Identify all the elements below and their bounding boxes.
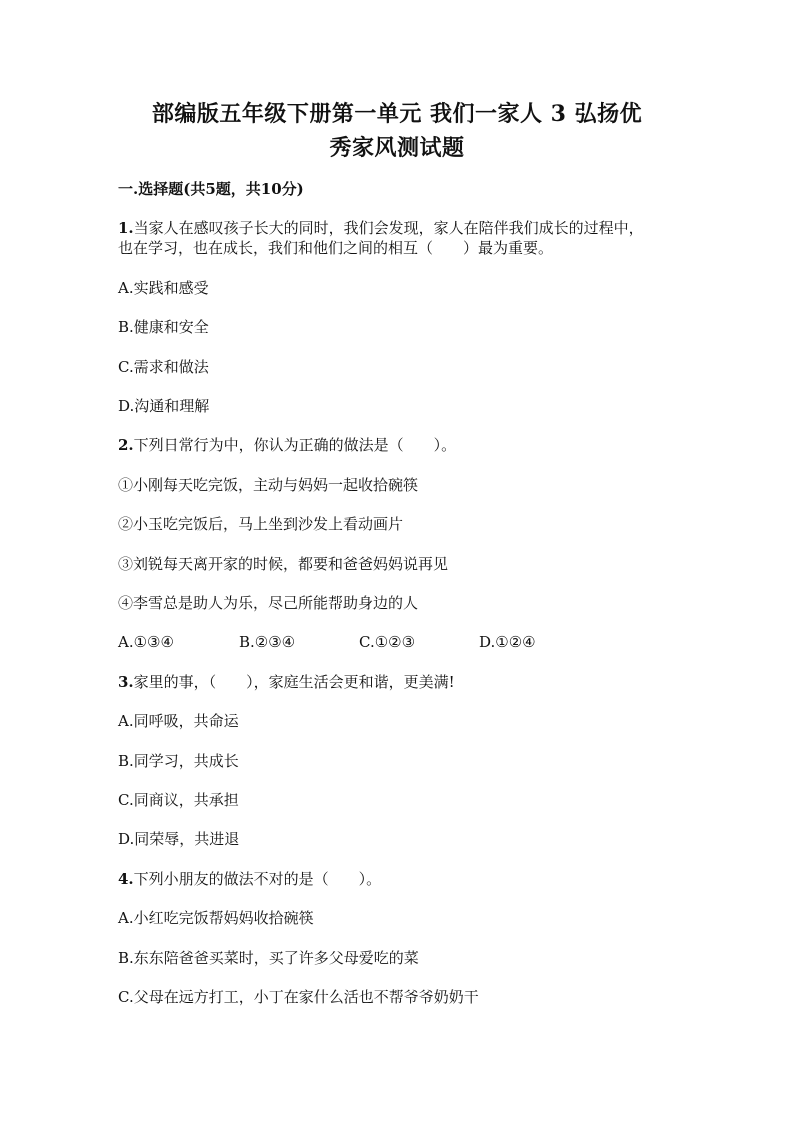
question-4-option-c: C.父母在远方打工，小丁在家什么活也不帮爷爷奶奶干: [118, 988, 479, 1006]
question-4-number: 4.: [118, 870, 134, 888]
question-4-line: [118, 869, 381, 889]
question-4-text: 下列小朋友的做法不对的是（ ）。: [133, 870, 382, 888]
question-3-option-a: A.同呼吸，共命运: [118, 712, 239, 730]
question-2-text: 下列日常行为中，你认为正确的做法是（ ）。: [133, 436, 457, 454]
question-3-option-b: B.同学习，共成长: [118, 752, 239, 770]
question-4-option-a: A.小红吃完饭帮妈妈收拾碗筷: [118, 909, 314, 927]
document-title-line1: 部编版五年级下册第一单元 我们一家人 3 弘扬优: [151, 101, 643, 127]
question-1-line2: 也在学习，也在成长，我们和他们之间的相互（ ）最为重要。: [118, 239, 554, 257]
question-2-item-2: ②小玉吃完饭后，马上坐到沙发上看动画片: [118, 515, 404, 533]
question-2-line: [118, 435, 456, 455]
question-3-option-c: C.同商议，共承担: [118, 791, 239, 809]
question-3-line: [118, 672, 455, 692]
question-4-option-b: B.东东陪爸爸买菜时，买了许多父母爱吃的菜: [118, 949, 419, 967]
question-2-option-c: C.①②③: [359, 633, 416, 651]
section-heading: 一.选择题(共5题，共10分): [118, 180, 304, 198]
question-2-option-b: B.②③④: [239, 633, 296, 651]
question-1-number: 1.: [118, 219, 134, 237]
question-1-option-b: B.健康和安全: [118, 318, 209, 336]
question-3-text: 家里的事，（ ），家庭生活会更和谐，更美满!: [133, 673, 455, 691]
question-2-number: 2.: [118, 436, 134, 454]
question-2-option-a: A.①③④: [118, 633, 174, 651]
question-2-item-3: ③刘锐每天离开家的时候，都要和爸爸妈妈说再见: [118, 555, 449, 573]
question-2-item-1: ①小刚每天吃完饭，主动与妈妈一起收拾碗筷: [118, 476, 419, 494]
question-1-option-d: D.沟通和理解: [118, 397, 210, 415]
question-1-option-c: C.需求和做法: [118, 358, 209, 376]
question-1-line1: [118, 218, 644, 238]
question-2-option-d: D.①②④: [479, 633, 536, 651]
question-1-option-a: A.实践和感受: [118, 279, 209, 297]
question-2-item-4: ④李雪总是助人为乐，尽己所能帮助身边的人: [118, 594, 419, 612]
question-1-text1: 当家人在感叹孩子长大的同时，我们会发现，家人在陪伴我们成长的过程中，: [133, 219, 644, 237]
question-3-number: 3.: [118, 673, 134, 691]
question-3-option-d: D.同荣辱，共进退: [118, 830, 240, 848]
document-title-line2: 秀家风测试题: [329, 135, 465, 161]
